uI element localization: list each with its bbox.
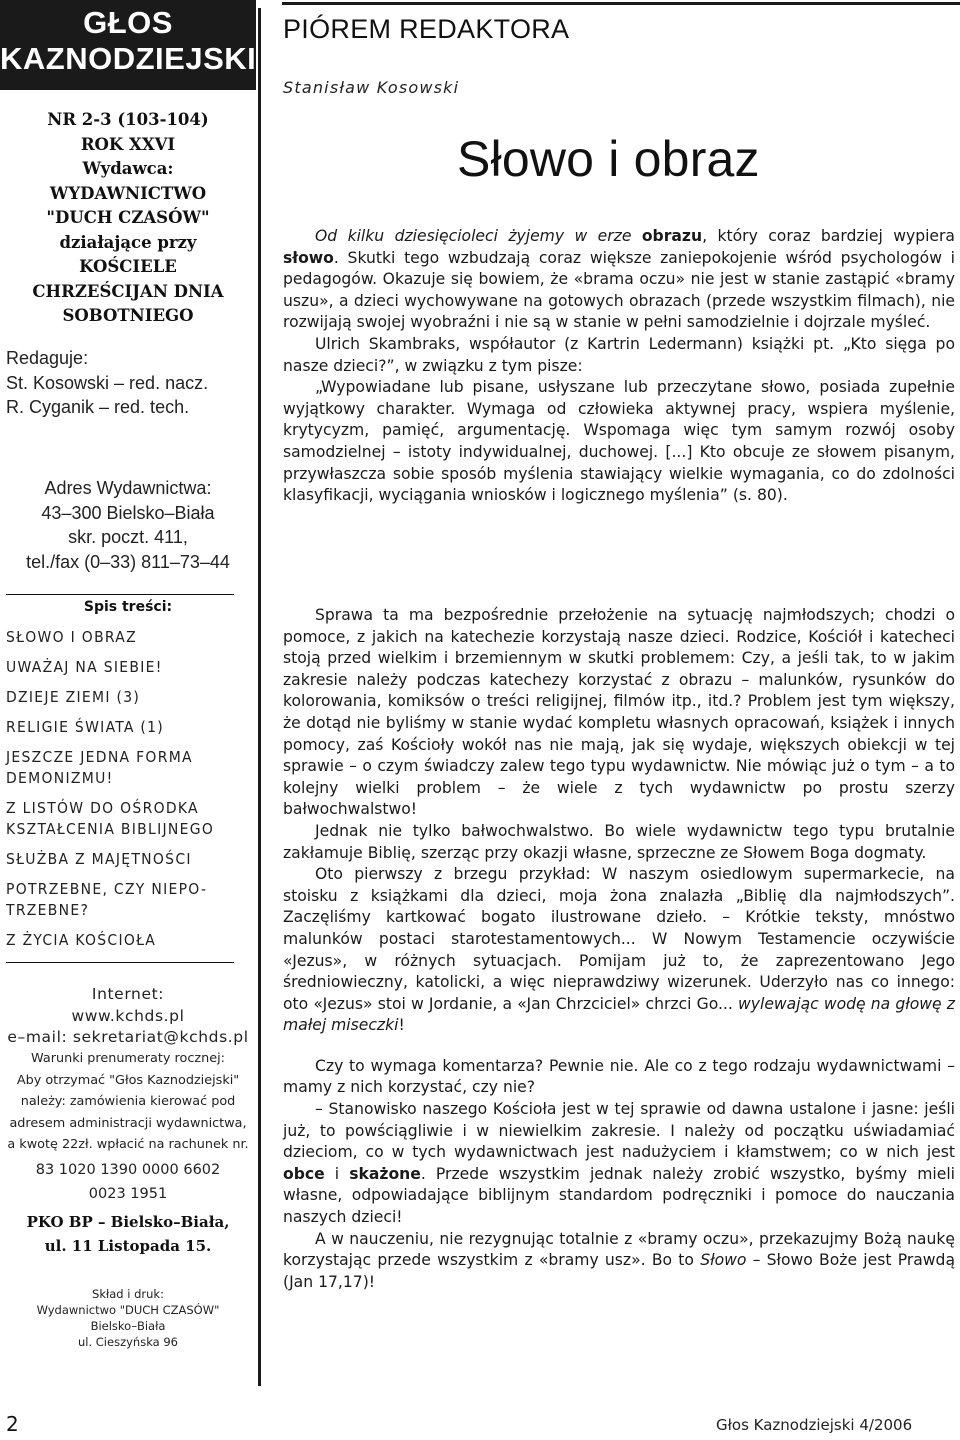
- article-body: [283, 605, 955, 1293]
- body-text: Oto pierwszy z brzegu przykład: W naszym osiedlowym supermarkecie, na stoisku z książkami dla dzieci, moja żona znalazła „Biblię dla najmłodszych”. Zaczęliśmy kartkować bogato ilustrowane dzieło. – Krótkie teksty, mnóstwo malunków postaci starotestamentowych... W Nowym Testamencie oczywiście «Jezus», w różnych sytuacjach. Pomijam już to, że zaprezentowano Jego średniowieczny, katolicki, a więc nieprawdziwy wizerunek. Uderzyło nas co innego: oto «Jezus» stoi w Jordanie, a «Jan Chrzciciel» chrzci Go...: [283, 865, 955, 1013]
- terms-line: Warunki prenumeraty rocznej:: [31, 1051, 225, 1066]
- lead-paragraph: [283, 226, 955, 334]
- toc-item[interactable]: SŁUŻBA Z MAJĘTNOŚCI: [6, 850, 192, 868]
- terms-line: adresem administracji wydawnictwa,: [9, 1115, 247, 1131]
- print-line: Skład i druk:: [92, 1287, 164, 1301]
- print-line: ul. Cieszyńska 96: [77, 1335, 178, 1349]
- header-rule: [282, 2, 960, 5]
- lead-paragraph: Ulrich Skambraks, współautor (z Kartrin Ledermann) książki pt. „Kto sięga po nasze dzieci?”, w związku z tym pisze:: [283, 334, 955, 375]
- body-text: – Stanowisko naszego Kościoła jest w tej sprawie od dawna ustalone i jasne: jeśli już, to powściągliwie i w niewielkim zakresie. I należy od początku uświadamiać dzieciom, co w tych wydawnictwach jest nadużyciem i kłamstwem; co w nich jest: [283, 1100, 955, 1162]
- body-text: – Słowo Boże jest Prawdą (Jan 17,17)!: [283, 1251, 955, 1291]
- body-paragraph: Sprawa ta ma bezpośrednie przełożenie na sytuację najmłodszych; chodzi o pomoce, z jakich na katechezie korzystają nasze dzieci. Rodzice, Kościół i katecheci stoją przed wielkim i brzemiennym w skutki problemem: Czy, a jeśli tak, to w jakim zakresie należy podczas katechezy korzystać z obrazu – malunków, rysunków do kolorowania, komiksów o treści religijnej, filmów itp., itd.? Problem jest tym większy, że dotąd nie byliśmy w stanie wydać kompletu własnych opracowań, książek i innych pomocy, zaś Kościoły wokół nas nie mają, jak się wydaje, większych obiekcji w tej sprawie – o czym świadczy zalew tego typu wydawnictw. Nie mówiąc już o tym – a to kolejny wielki problem – że wiele z tych wydawnictw po prostu szerzy bałwochwalstwo!: [283, 606, 955, 819]
- address-line: tel./fax (0–33) 811–73–44: [26, 551, 230, 572]
- lead-text: . Skutki tego wzbudzają coraz większe zaniepokojenie wśród psychologów i pedagogów. Okazuje się bowiem, że «brama oczu» nie jest w stanie zastąpić «bramy uszu», a dzieci wychowywane na gotowych obrazach (przede wszystkim filmach), nie rozwijają swojej wyobraźni i nie są w stanie w pełni samodzielnie i dojrzale myśleć.: [283, 248, 955, 332]
- italic-phrase: wylewając wodę na głowę z małej miseczki: [283, 994, 955, 1035]
- editor-in-chief: St. Kosowski – red. nacz.: [6, 372, 209, 393]
- article-author: Stanisław Kosowski: [283, 78, 460, 97]
- address-line: skr. poczt. 411,: [68, 527, 188, 547]
- body-text: A w nauczeniu, nie rezygnując totalnie z «bramy oczu», przekazujmy Bożą naukę korzystając przede wszystkim z «bramy usz». Bo to: [283, 1229, 955, 1270]
- publisher-line: działające przy: [59, 232, 197, 252]
- page-number: 2: [6, 1412, 19, 1436]
- masthead-title-line-2: KAZNODZIEJSKI: [0, 41, 257, 76]
- lead-text: , który coraz bardziej wypiera: [702, 227, 955, 245]
- lead-italic: Od kilku dziesięcioleci żyjemy w erze: [315, 227, 642, 245]
- toc-title: Spis treści:: [83, 599, 173, 615]
- section-label: PIÓREM REDAKTORA: [283, 14, 570, 44]
- issue-number: NR 2-3 (103-104): [47, 110, 209, 129]
- body-paragraph: [283, 1229, 955, 1294]
- email-link[interactable]: e–mail: sekretariat@kchds.pl: [7, 1028, 249, 1046]
- issue-year: ROK XXVI: [80, 134, 176, 154]
- body-paragraph: Jednak nie tylko bałwochwalstwo. Bo wiele wydawnictw tego typu brutalnie zakłamuje Biblię, szerząc przy okazji własne, sprzeczne ze Słowem Boga dogmaty.: [283, 821, 955, 862]
- terms-line: należy: zamówienia kierować pod: [20, 1094, 236, 1109]
- bank-line: PKO BP – Bielsko–Biała,: [26, 1213, 230, 1231]
- column-divider: [258, 8, 261, 1386]
- toc-item[interactable]: POTRZEBNE, CZY NIEPO-TRZEBNE?: [6, 880, 208, 919]
- issue-info: [0, 108, 256, 329]
- divider: [6, 594, 234, 595]
- website-link[interactable]: www.kchds.pl: [71, 1006, 185, 1025]
- toc-item[interactable]: DZIEJE ZIEMI (3): [6, 688, 141, 706]
- toc-item[interactable]: UWAŻAJ NA SIEBIE!: [6, 658, 163, 676]
- paragraph-gap: [283, 1037, 955, 1056]
- publisher-line: KOŚCIELE: [79, 257, 177, 276]
- bank-address: [0, 1210, 256, 1258]
- internet-label: Internet:: [91, 985, 165, 1003]
- bank-line: ul. 11 Listopada 15.: [44, 1237, 212, 1255]
- body-paragraph: Czy to wymaga komentarza? Pewnie nie. Ale co z tego rodzaju wydawnictwami – mamy z nich korzystać, czy nie?: [283, 1056, 955, 1097]
- publisher-label: Wydawca:: [82, 159, 174, 178]
- editors: [6, 346, 256, 420]
- divider: [6, 962, 234, 963]
- bold-term: obrazu: [641, 227, 703, 245]
- body-text: i: [324, 1164, 350, 1183]
- journal-issue: Głos Kaznodziejski 4/2006: [716, 1416, 913, 1434]
- address-line: Adres Wydawnictwa:: [44, 478, 212, 498]
- bold-term: obce: [283, 1164, 325, 1183]
- technical-editor: R. Cyganik – red. tech.: [6, 397, 190, 417]
- publisher-line: SOBOTNIEGO: [62, 306, 194, 325]
- toc-item[interactable]: Z ŻYCIA KOŚCIOŁA: [6, 931, 157, 949]
- account-line: 83 1020 1390 0000 6602: [35, 1162, 221, 1178]
- print-line: Wydawnictwo "DUCH CZASÓW": [36, 1303, 220, 1317]
- table-of-contents: [6, 627, 246, 960]
- bank-account-number: [0, 1158, 256, 1206]
- masthead-banner: [0, 0, 256, 90]
- print-info: [0, 1286, 256, 1350]
- quote-paragraph: „Wypowiadane lub pisane, usłyszane lub przeczytane słowo, posiada zupełnie wyjątkowy charakter. Wymaga od człowieka aktywnej pracy, wspiera myślenie, krytycyzm, pamięć, argumentację. Wspomaga więc tym samym rozwój osoby samodzielnej – istoty indywidualnej, duchowej. [...] Kto obcuje ze słowem pisanym, przywłaszcza sobie sposób myślenia stawiający wielkie wymagania, co do zdolności klasyfikacji, wyciągania wniosków i logicznego myślenia” (s. 80).: [283, 378, 955, 505]
- publisher-line: "DUCH CZASÓW": [46, 208, 210, 227]
- subscription-terms: [0, 1048, 256, 1156]
- toc-item[interactable]: Z LISTÓW DO OŚRODKA KSZTAŁCENIA BIBLIJNEGO: [6, 799, 215, 838]
- body-text: !: [398, 1016, 405, 1035]
- publisher-address: [0, 476, 256, 574]
- account-line: 0023 1951: [88, 1186, 168, 1202]
- publisher-line: CHRZEŚCIJAN DNIA: [32, 281, 224, 301]
- contact-info: [0, 984, 256, 1049]
- publisher-line: WYDAWNICTWO: [49, 183, 207, 203]
- address-line: 43–300 Bielsko–Biała: [41, 502, 215, 523]
- italic-word: Słowo: [700, 1251, 747, 1270]
- masthead-title-line-1: GŁOS: [83, 5, 173, 40]
- article-title: Słowo i obraz: [457, 131, 760, 187]
- terms-line: Aby otrzymać "Głos Kaznodziejski": [16, 1072, 240, 1088]
- bold-term: słowo: [283, 248, 334, 267]
- terms-line: a kwotę 22zł. wpłacić na rachunek nr.: [7, 1137, 249, 1152]
- body-paragraph: [283, 1099, 955, 1229]
- body-text: . Przede wszystkim jednak należy zrobić wszystko, byśmy mieli własne, odpowiadające biblijnym standardom podręczniki i pomoce do nauczania naszych dzieci!: [283, 1164, 955, 1227]
- editors-label: Redaguje:: [6, 348, 89, 368]
- print-line: Bielsko–Biała: [90, 1319, 166, 1333]
- body-paragraph: [283, 864, 955, 1037]
- article-lead: [283, 226, 955, 507]
- toc-item[interactable]: RELIGIE ŚWIATA (1): [6, 718, 165, 736]
- bold-term: skażone: [349, 1164, 421, 1183]
- toc-item[interactable]: SŁOWO I OBRAZ: [6, 628, 137, 646]
- toc-item[interactable]: JESZCZE JEDNA FORMA DEMONIZMU!: [6, 748, 193, 787]
